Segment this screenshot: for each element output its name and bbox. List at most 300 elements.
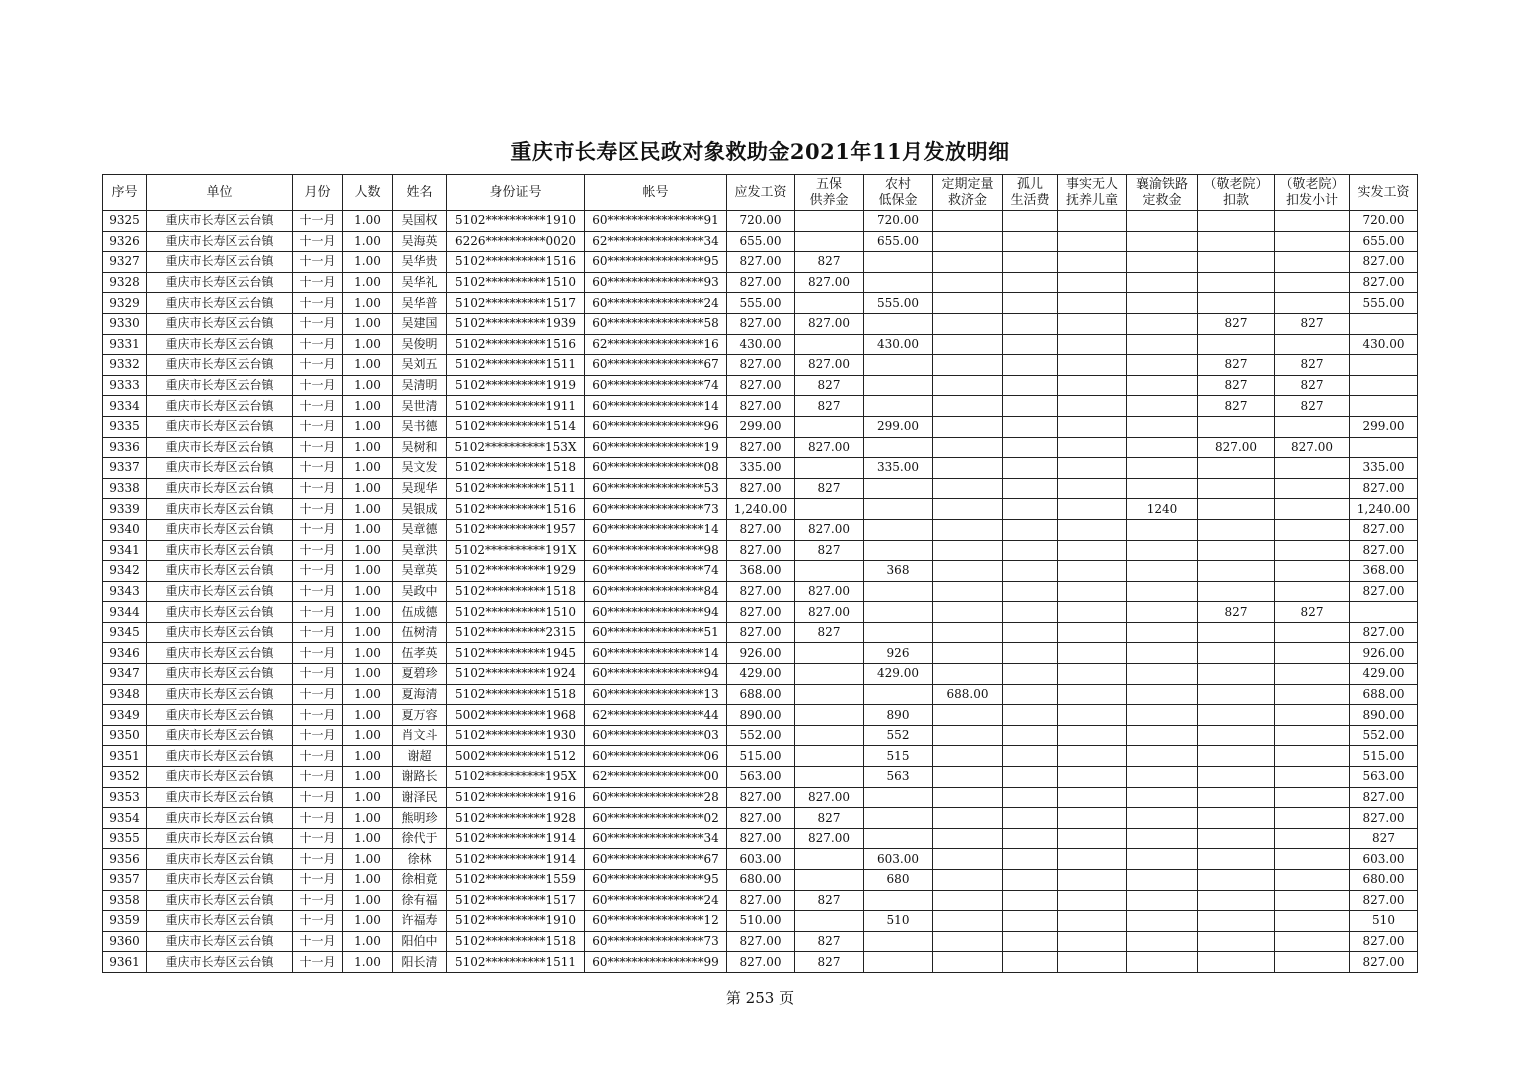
table-cell: 9343: [103, 581, 147, 602]
table-cell: 吴建国: [393, 313, 447, 334]
table-cell: 603.00: [727, 849, 795, 870]
table-cell: [933, 890, 1003, 911]
table-cell: 60****************14: [585, 643, 727, 664]
table-cell: [1003, 602, 1058, 623]
table-cell: 1.00: [343, 231, 393, 252]
table-cell: [795, 231, 864, 252]
page-title: 重庆市长寿区民政对象救助金2021年11月发放明细: [510, 139, 1010, 164]
column-header: （敬老院） 扣发小计: [1275, 175, 1350, 211]
table-cell: [933, 252, 1003, 273]
table-cell: [1003, 664, 1058, 685]
table-row: [103, 272, 1418, 293]
table-cell: [1003, 622, 1058, 643]
table-cell: 60****************53: [585, 478, 727, 499]
table-cell: 5102**********1957: [447, 519, 585, 540]
table-cell: [1058, 437, 1127, 458]
table-cell: 1.00: [343, 705, 393, 726]
table-cell: 十一月: [293, 664, 343, 685]
table-cell: [933, 767, 1003, 788]
table-cell: [864, 499, 933, 520]
table-cell: 1.00: [343, 293, 393, 314]
table-cell: [1058, 828, 1127, 849]
table-cell: [1058, 952, 1127, 973]
table-cell: [1127, 334, 1198, 355]
table-cell: 827: [1275, 355, 1350, 376]
table-cell: [1275, 519, 1350, 540]
table-cell: [1198, 787, 1275, 808]
table-cell: 555.00: [864, 293, 933, 314]
table-cell: 827: [795, 375, 864, 396]
table-cell: [1275, 478, 1350, 499]
table-cell: [1275, 705, 1350, 726]
table-cell: 827.00: [727, 808, 795, 829]
table-cell: [933, 293, 1003, 314]
table-cell: [1127, 396, 1198, 417]
table-cell: [1198, 870, 1275, 891]
table-cell: 1.00: [343, 664, 393, 685]
table-cell: 十一月: [293, 416, 343, 437]
column-header: 农村 低保金: [864, 175, 933, 211]
table-cell: [1003, 890, 1058, 911]
table-cell: [864, 808, 933, 829]
table-cell: 368.00: [1350, 561, 1418, 582]
column-header: 月份: [293, 175, 343, 211]
table-cell: 430.00: [864, 334, 933, 355]
table-row: [103, 911, 1418, 932]
table-cell: 重庆市长寿区云台镇: [147, 437, 293, 458]
table-cell: [864, 478, 933, 499]
table-cell: 重庆市长寿区云台镇: [147, 684, 293, 705]
table-cell: [1058, 416, 1127, 437]
table-cell: 肖文斗: [393, 725, 447, 746]
table-cell: [864, 355, 933, 376]
table-cell: [933, 808, 1003, 829]
column-header: 单位: [147, 175, 293, 211]
table-cell: [1058, 725, 1127, 746]
table-cell: 510: [864, 911, 933, 932]
table-cell: 十一月: [293, 808, 343, 829]
table-row: [103, 211, 1418, 232]
table-cell: 827.00: [727, 931, 795, 952]
table-cell: 夏碧珍: [393, 664, 447, 685]
table-cell: [1198, 705, 1275, 726]
table-cell: 1,240.00: [727, 499, 795, 520]
table-cell: 827.00: [727, 375, 795, 396]
table-cell: [864, 890, 933, 911]
table-cell: 9333: [103, 375, 147, 396]
table-cell: 60****************02: [585, 808, 727, 829]
table-cell: 1.00: [343, 499, 393, 520]
table-cell: 重庆市长寿区云台镇: [147, 211, 293, 232]
table-cell: 1.00: [343, 561, 393, 582]
table-cell: 60****************93: [585, 272, 727, 293]
table-cell: 555.00: [727, 293, 795, 314]
table-cell: [933, 211, 1003, 232]
table-cell: 十一月: [293, 313, 343, 334]
table-body: [103, 211, 1418, 973]
table-cell: [1058, 375, 1127, 396]
table-cell: [1198, 952, 1275, 973]
table-cell: 吴文发: [393, 458, 447, 479]
table-cell: 9329: [103, 293, 147, 314]
table-cell: 阳长清: [393, 952, 447, 973]
table-cell: 827.00: [1350, 519, 1418, 540]
table-cell: 徐林: [393, 849, 447, 870]
table-cell: 吴章洪: [393, 540, 447, 561]
table-cell: 335.00: [1350, 458, 1418, 479]
table-cell: 827: [1275, 375, 1350, 396]
table-cell: [795, 211, 864, 232]
table-cell: [933, 602, 1003, 623]
table-row: [103, 313, 1418, 334]
page-number: 第 253 页: [725, 989, 795, 1007]
table-cell: 688.00: [1350, 684, 1418, 705]
table-cell: [1003, 437, 1058, 458]
table-cell: [1275, 416, 1350, 437]
table-row: [103, 519, 1418, 540]
table-cell: [1275, 931, 1350, 952]
table-cell: [1198, 581, 1275, 602]
table-cell: 1.00: [343, 519, 393, 540]
table-cell: 299.00: [1350, 416, 1418, 437]
column-header: 实发工资: [1350, 175, 1418, 211]
table-cell: [933, 437, 1003, 458]
table-cell: 827: [1198, 355, 1275, 376]
table-cell: 重庆市长寿区云台镇: [147, 828, 293, 849]
table-cell: 60****************03: [585, 725, 727, 746]
table-cell: [1350, 602, 1418, 623]
table-cell: 827: [1198, 313, 1275, 334]
table-cell: 十一月: [293, 458, 343, 479]
table-cell: 555.00: [1350, 293, 1418, 314]
table-cell: [1003, 828, 1058, 849]
table-cell: 吴华普: [393, 293, 447, 314]
table-cell: 十一月: [293, 437, 343, 458]
table-cell: 926.00: [727, 643, 795, 664]
table-cell: [1350, 396, 1418, 417]
table-cell: [1003, 849, 1058, 870]
table-cell: 62****************00: [585, 767, 727, 788]
table-cell: 十一月: [293, 478, 343, 499]
table-cell: 十一月: [293, 355, 343, 376]
table-cell: 重庆市长寿区云台镇: [147, 561, 293, 582]
table-cell: 十一月: [293, 870, 343, 891]
table-cell: 吴刘五: [393, 355, 447, 376]
table-cell: 9345: [103, 622, 147, 643]
table-cell: [864, 396, 933, 417]
table-cell: 515.00: [727, 746, 795, 767]
table-row: [103, 581, 1418, 602]
table-cell: [1003, 211, 1058, 232]
table-cell: 谢路长: [393, 767, 447, 788]
table-cell: 1.00: [343, 211, 393, 232]
table-cell: 60****************24: [585, 890, 727, 911]
table-cell: 1.00: [343, 746, 393, 767]
table-cell: [1003, 334, 1058, 355]
table-cell: [933, 313, 1003, 334]
table-cell: [1275, 293, 1350, 314]
table-cell: 827.00: [1350, 252, 1418, 273]
table-cell: [1003, 540, 1058, 561]
table-cell: [1198, 540, 1275, 561]
table-cell: 60****************95: [585, 870, 727, 891]
table-cell: [864, 519, 933, 540]
table-cell: [1058, 396, 1127, 417]
table-cell: 827.00: [1198, 437, 1275, 458]
table-cell: [1127, 272, 1198, 293]
table-cell: 十一月: [293, 499, 343, 520]
table-cell: 60****************08: [585, 458, 727, 479]
table-cell: [795, 664, 864, 685]
table-cell: 重庆市长寿区云台镇: [147, 705, 293, 726]
table-cell: 60****************95: [585, 252, 727, 273]
table-cell: [1127, 293, 1198, 314]
table-cell: 重庆市长寿区云台镇: [147, 911, 293, 932]
table-cell: [933, 952, 1003, 973]
table-cell: 603.00: [1350, 849, 1418, 870]
table-row: [103, 437, 1418, 458]
table-cell: 十一月: [293, 396, 343, 417]
table-cell: 重庆市长寿区云台镇: [147, 252, 293, 273]
table-row: [103, 355, 1418, 376]
table-cell: 十一月: [293, 767, 343, 788]
column-header: 孤儿 生活费: [1003, 175, 1058, 211]
table-cell: 十一月: [293, 828, 343, 849]
table-cell: 5102**********1518: [447, 581, 585, 602]
table-cell: 5102**********1914: [447, 849, 585, 870]
table-cell: 5102**********1518: [447, 931, 585, 952]
table-cell: [864, 787, 933, 808]
table-cell: 9354: [103, 808, 147, 829]
table-cell: 890.00: [727, 705, 795, 726]
table-row: [103, 952, 1418, 973]
table-cell: [1058, 499, 1127, 520]
table-cell: [1127, 622, 1198, 643]
table-cell: 1.00: [343, 416, 393, 437]
table-cell: 5102**********1945: [447, 643, 585, 664]
table-cell: [795, 684, 864, 705]
table-row: [103, 478, 1418, 499]
table-cell: [1275, 334, 1350, 355]
table-cell: [1127, 375, 1198, 396]
table-row: [103, 684, 1418, 705]
table-cell: [1127, 931, 1198, 952]
table-cell: 十一月: [293, 293, 343, 314]
table-cell: [1198, 746, 1275, 767]
table-cell: 9331: [103, 334, 147, 355]
table-cell: [1198, 293, 1275, 314]
table-cell: 1.00: [343, 458, 393, 479]
table-cell: [1127, 313, 1198, 334]
table-cell: [1003, 478, 1058, 499]
table-cell: [864, 375, 933, 396]
table-cell: 5102**********1510: [447, 272, 585, 293]
table-cell: [1003, 581, 1058, 602]
table-cell: [1003, 355, 1058, 376]
table-row: [103, 458, 1418, 479]
table-cell: 60****************94: [585, 664, 727, 685]
table-cell: 1.00: [343, 437, 393, 458]
table-cell: 伍孝英: [393, 643, 447, 664]
table-cell: 430.00: [727, 334, 795, 355]
table-cell: 吴国权: [393, 211, 447, 232]
table-cell: 1.00: [343, 808, 393, 829]
table-row: [103, 808, 1418, 829]
table-cell: 926: [864, 643, 933, 664]
table-cell: 1.00: [343, 313, 393, 334]
table-row: [103, 746, 1418, 767]
table-cell: [1127, 725, 1198, 746]
table-cell: 十一月: [293, 602, 343, 623]
column-header: 序号: [103, 175, 147, 211]
table-cell: 60****************74: [585, 375, 727, 396]
table-cell: 重庆市长寿区云台镇: [147, 664, 293, 685]
table-cell: [1003, 952, 1058, 973]
table-cell: 680.00: [727, 870, 795, 891]
table-cell: 伍树清: [393, 622, 447, 643]
table-cell: 655.00: [727, 231, 795, 252]
table-cell: 5102**********1514: [447, 416, 585, 437]
table-cell: 60****************98: [585, 540, 727, 561]
table-cell: 5102**********1919: [447, 375, 585, 396]
table-cell: 5102**********1910: [447, 911, 585, 932]
table-cell: [1127, 437, 1198, 458]
table-cell: 十一月: [293, 519, 343, 540]
table-cell: 827: [795, 622, 864, 643]
table-cell: [1058, 334, 1127, 355]
table-row: [103, 334, 1418, 355]
table-cell: 5102**********1518: [447, 458, 585, 479]
table-cell: 827.00: [727, 787, 795, 808]
table-cell: [1198, 643, 1275, 664]
table-cell: [1275, 561, 1350, 582]
table-row: [103, 231, 1418, 252]
table-cell: 9336: [103, 437, 147, 458]
table-cell: [1127, 231, 1198, 252]
table-cell: [933, 396, 1003, 417]
table-cell: 335.00: [727, 458, 795, 479]
table-cell: [1058, 664, 1127, 685]
table-cell: 827.00: [795, 437, 864, 458]
table-cell: 827: [795, 478, 864, 499]
table-cell: 827.00: [1350, 622, 1418, 643]
table-cell: 1.00: [343, 252, 393, 273]
table-cell: 5102**********1929: [447, 561, 585, 582]
table-cell: 827.00: [795, 787, 864, 808]
table-cell: [1198, 622, 1275, 643]
table-cell: 720.00: [864, 211, 933, 232]
table-cell: 603.00: [864, 849, 933, 870]
table-cell: [1127, 746, 1198, 767]
column-header: 襄渝铁路 定救金: [1127, 175, 1198, 211]
table-cell: [1058, 911, 1127, 932]
table-cell: 563.00: [727, 767, 795, 788]
table-cell: [1275, 581, 1350, 602]
table-cell: 吴海英: [393, 231, 447, 252]
table-cell: 1.00: [343, 787, 393, 808]
table-cell: [1275, 684, 1350, 705]
table-row: [103, 870, 1418, 891]
table-cell: 十一月: [293, 540, 343, 561]
table-cell: 827: [795, 808, 864, 829]
table-cell: 吴章英: [393, 561, 447, 582]
table-cell: 1.00: [343, 622, 393, 643]
table-cell: [795, 416, 864, 437]
table-cell: 重庆市长寿区云台镇: [147, 540, 293, 561]
table-cell: 60****************19: [585, 437, 727, 458]
table-cell: [933, 355, 1003, 376]
table-cell: [1275, 622, 1350, 643]
table-cell: [1058, 272, 1127, 293]
table-cell: [1275, 808, 1350, 829]
table-cell: 827.00: [727, 396, 795, 417]
table-cell: [933, 458, 1003, 479]
table-cell: 吴政中: [393, 581, 447, 602]
table-cell: 吴树和: [393, 437, 447, 458]
table-cell: [1198, 334, 1275, 355]
table-cell: 5102**********1517: [447, 890, 585, 911]
table-cell: 9350: [103, 725, 147, 746]
table-cell: 5102**********1928: [447, 808, 585, 829]
table-cell: 60****************91: [585, 211, 727, 232]
table-cell: [1127, 478, 1198, 499]
table-cell: [1275, 849, 1350, 870]
table-cell: [1275, 643, 1350, 664]
table-cell: 重庆市长寿区云台镇: [147, 272, 293, 293]
table-cell: 9342: [103, 561, 147, 582]
table-cell: [1127, 540, 1198, 561]
table-cell: 552.00: [1350, 725, 1418, 746]
table-cell: [1003, 705, 1058, 726]
table-cell: 吴世清: [393, 396, 447, 417]
table-cell: 吴现华: [393, 478, 447, 499]
table-cell: 563: [864, 767, 933, 788]
table-cell: 680: [864, 870, 933, 891]
table-cell: [1275, 272, 1350, 293]
table-cell: 827: [1198, 602, 1275, 623]
table-cell: [1058, 746, 1127, 767]
table-cell: 299.00: [727, 416, 795, 437]
table-row: [103, 931, 1418, 952]
table-cell: 827: [1275, 602, 1350, 623]
table-cell: 9361: [103, 952, 147, 973]
table-cell: [864, 828, 933, 849]
table-cell: 重庆市长寿区云台镇: [147, 602, 293, 623]
table-cell: [1058, 252, 1127, 273]
table-cell: 重庆市长寿区云台镇: [147, 808, 293, 829]
table-cell: 827: [795, 952, 864, 973]
table-cell: 9346: [103, 643, 147, 664]
table-cell: 5102**********1930: [447, 725, 585, 746]
table-cell: [1003, 911, 1058, 932]
table-cell: 60****************99: [585, 952, 727, 973]
table-cell: [933, 231, 1003, 252]
table-cell: [795, 499, 864, 520]
table-cell: [1198, 890, 1275, 911]
table-cell: 9353: [103, 787, 147, 808]
table-cell: 552.00: [727, 725, 795, 746]
table-cell: [1058, 849, 1127, 870]
table-cell: 9328: [103, 272, 147, 293]
table-cell: 5002**********1512: [447, 746, 585, 767]
table-cell: 9341: [103, 540, 147, 561]
table-cell: [933, 664, 1003, 685]
table-cell: 827.00: [727, 540, 795, 561]
table-cell: [1275, 911, 1350, 932]
table-cell: [1275, 890, 1350, 911]
table-cell: 720.00: [727, 211, 795, 232]
table-cell: 60****************58: [585, 313, 727, 334]
